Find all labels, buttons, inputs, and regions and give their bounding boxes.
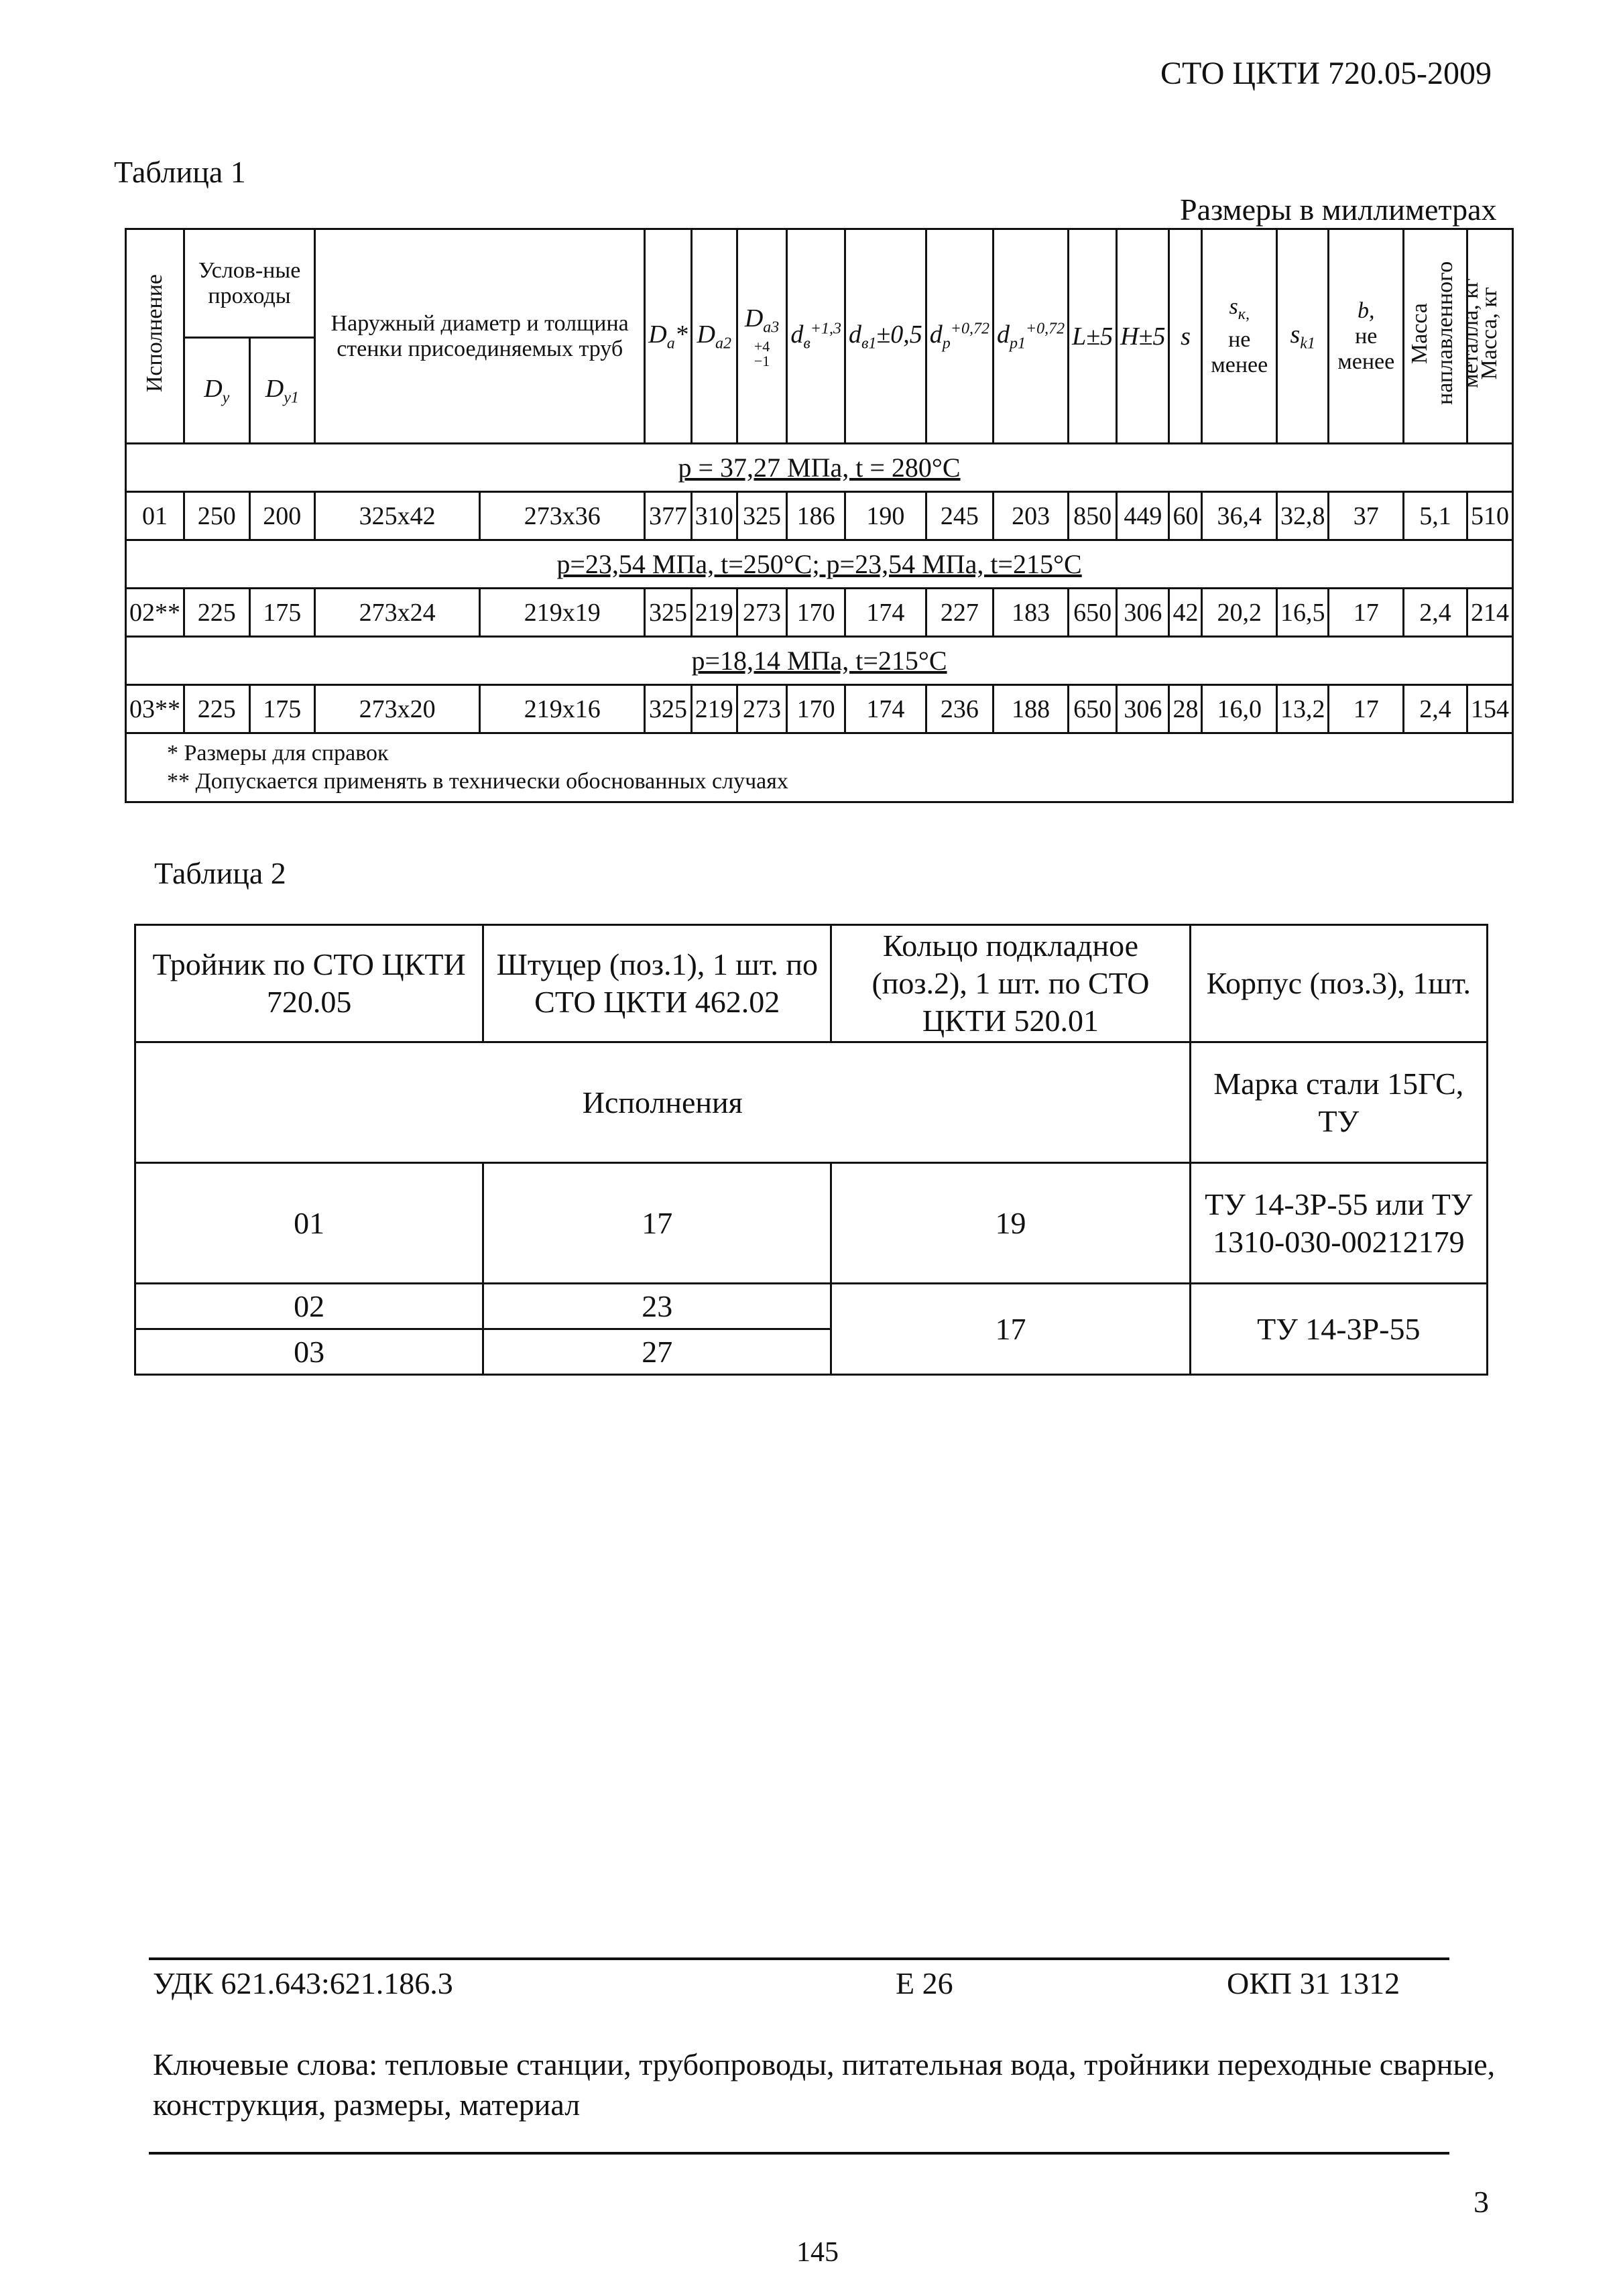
cell-l: 650 xyxy=(1069,589,1117,637)
cell-tee: 01 xyxy=(135,1163,483,1284)
cell-b: 37 xyxy=(1329,492,1403,540)
header-b: b, не менее xyxy=(1329,229,1403,444)
cell-h: 449 xyxy=(1117,492,1169,540)
cell-pipe1: 273x24 xyxy=(315,589,480,637)
table1-notes xyxy=(126,733,1513,802)
cell-dy1: 200 xyxy=(249,492,315,540)
header-da: $D_a*$ xyxy=(645,229,691,444)
cell-dy1: 175 xyxy=(249,589,315,637)
cell-dy: 250 xyxy=(184,492,250,540)
table-row xyxy=(126,685,1513,733)
header-tee: Тройник по СТО ЦКТИ 720.05 xyxy=(135,925,483,1042)
cell-sk: 20,2 xyxy=(1202,589,1276,637)
cell-sk1: 32,8 xyxy=(1276,492,1329,540)
cell-da3: 273 xyxy=(737,589,787,637)
cell-dv1: 174 xyxy=(845,589,926,637)
page-number: 3 xyxy=(1474,2185,1489,2219)
cell-b: 17 xyxy=(1329,685,1403,733)
cell-dp: 227 xyxy=(926,589,993,637)
cell-dp1: 188 xyxy=(993,685,1068,733)
cell-sk1: 13,2 xyxy=(1276,685,1329,733)
footer-bottom-rule xyxy=(149,2152,1449,2155)
cell-dp: 245 xyxy=(926,492,993,540)
header-body: Корпус (поз.3), 1шт. xyxy=(1190,925,1487,1042)
cell-fitting: 23 xyxy=(483,1284,831,1329)
cell-pipe1: 273x20 xyxy=(315,685,480,733)
header-dp: $d_p^{+0,72}$ xyxy=(926,229,993,444)
note-allowed: ** Допускается применять в технически обоснованных случаях xyxy=(167,769,788,794)
cell-dv: 170 xyxy=(787,685,845,733)
cell-dy: 225 xyxy=(184,589,250,637)
cell-dp1: 203 xyxy=(993,492,1068,540)
cell-body: ТУ 14-3Р-55 или ТУ 1310-030-00212179 xyxy=(1190,1163,1487,1284)
cell-execution: 01 xyxy=(126,492,184,540)
header-nominal-bores: Услов-ные проходы xyxy=(184,229,315,338)
cell-dv1: 174 xyxy=(845,685,926,733)
cell-dp: 236 xyxy=(926,685,993,733)
cell-pipe2: 219x16 xyxy=(480,685,645,733)
cell-sk: 36,4 xyxy=(1202,492,1276,540)
cell-tee: 02 xyxy=(135,1284,483,1329)
document-code: СТО ЦКТИ 720.05-2009 xyxy=(1160,56,1492,91)
table-row xyxy=(135,1284,1488,1329)
cell-h: 306 xyxy=(1117,589,1169,637)
cell-dy1: 175 xyxy=(249,685,315,733)
cell-da3: 273 xyxy=(737,685,787,733)
cell-execution: 02** xyxy=(126,589,184,637)
dimensions-table xyxy=(125,228,1514,803)
cell-ring: 19 xyxy=(831,1163,1190,1284)
header-s: s xyxy=(1169,229,1202,444)
header-sk: $s_{к,}$ не менее xyxy=(1202,229,1276,444)
cell-da3: 325 xyxy=(737,492,787,540)
table1-caption: Таблица 1 xyxy=(114,155,246,189)
header-da2: $D_{a2}$ xyxy=(691,229,737,444)
cell-dp1: 183 xyxy=(993,589,1068,637)
header-weld-mass: Масса наплавленного металла, кг xyxy=(1403,229,1467,444)
header-dv: $d_в^{+1,3}$ xyxy=(787,229,845,444)
cell-b: 17 xyxy=(1329,589,1403,637)
header-l: L±5 xyxy=(1069,229,1117,444)
cell-s: 28 xyxy=(1169,685,1202,733)
cell-dv: 170 xyxy=(787,589,845,637)
cell-tee: 03 xyxy=(135,1329,483,1375)
cell-ring-shared: 17 xyxy=(831,1284,1190,1375)
materials-table xyxy=(134,924,1488,1376)
udk-code: УДК 621.643:621.186.3 xyxy=(153,1966,453,2000)
table2-caption: Таблица 2 xyxy=(154,856,286,890)
cell-weld-mass: 2,4 xyxy=(1403,589,1467,637)
header-dv1: $d_{в1}\pm 0,5$ xyxy=(845,229,926,444)
cell-sk1: 16,5 xyxy=(1276,589,1329,637)
cell-mass: 154 xyxy=(1467,685,1512,733)
header-da3: $D_{a3}+4$ −1 xyxy=(737,229,787,444)
header-dp1: $d_{p1}^{+0,72}$ xyxy=(993,229,1068,444)
pressure-row: p = 37,27 МПа, t = 280°C xyxy=(126,444,1513,492)
cell-dv: 186 xyxy=(787,492,845,540)
cell-da: 325 xyxy=(645,589,691,637)
cell-l: 650 xyxy=(1069,685,1117,733)
header-execution: Исполнение xyxy=(126,229,184,444)
header-dy: $D_y$ xyxy=(184,338,250,444)
header-ring: Кольцо подкладное (поз.2), 1 шт. по СТО ЦКТИ 520.01 xyxy=(831,925,1190,1042)
cell-s: 60 xyxy=(1169,492,1202,540)
cell-da: 377 xyxy=(645,492,691,540)
cell-pipe2: 273x36 xyxy=(480,492,645,540)
header-mass: Масса, кг xyxy=(1467,229,1512,444)
cell-mass: 214 xyxy=(1467,589,1512,637)
keywords: Ключевые слова: тепловые станции, трубопроводы, питательная вода, тройники переходные сварные, конструкция, размеры, материал xyxy=(153,2047,1496,2122)
cell-l: 850 xyxy=(1069,492,1117,540)
sheet-number: 145 xyxy=(796,2237,839,2268)
cell-dv1: 190 xyxy=(845,492,926,540)
cell-da2: 219 xyxy=(691,589,737,637)
cell-dy: 225 xyxy=(184,685,250,733)
cell-execution: 03** xyxy=(126,685,184,733)
cell-fitting: 27 xyxy=(483,1329,831,1375)
cell-pipe2: 219x19 xyxy=(480,589,645,637)
header-steel: Марка стали 15ГС, ТУ xyxy=(1190,1042,1487,1163)
header-h: H±5 xyxy=(1117,229,1169,444)
cell-weld-mass: 2,4 xyxy=(1403,685,1467,733)
header-sk1: $s_{k1}$ xyxy=(1276,229,1329,444)
cell-pipe1: 325x42 xyxy=(315,492,480,540)
cell-da2: 310 xyxy=(691,492,737,540)
cell-h: 306 xyxy=(1117,685,1169,733)
header-executions: Исполнения xyxy=(135,1042,1191,1163)
table1-units: Размеры в миллиметрах xyxy=(1180,192,1497,227)
cell-mass: 510 xyxy=(1467,492,1512,540)
header-dy1: $D_{y1}$ xyxy=(249,338,315,444)
cell-fitting: 17 xyxy=(483,1163,831,1284)
footer-top-rule xyxy=(149,1957,1449,1960)
pressure-row: p=18,14 МПа, t=215°C xyxy=(126,637,1513,685)
cell-da2: 219 xyxy=(691,685,737,733)
cell-s: 42 xyxy=(1169,589,1202,637)
pressure-row: p=23,54 МПа, t=250°C; p=23,54 МПа, t=215°C xyxy=(126,540,1513,589)
cell-da: 325 xyxy=(645,685,691,733)
okp-code: ОКП 31 1312 xyxy=(1227,1966,1400,2000)
e-code: Е 26 xyxy=(896,1966,953,2000)
note-reference: * Размеры для справок xyxy=(167,741,389,766)
cell-body-shared: ТУ 14-3Р-55 xyxy=(1190,1284,1487,1375)
table-row xyxy=(135,1163,1488,1284)
table-row xyxy=(126,589,1513,637)
cell-sk: 16,0 xyxy=(1202,685,1276,733)
cell-weld-mass: 5,1 xyxy=(1403,492,1467,540)
header-outer-diameter: Наружный диаметр и толщина стенки присоединяемых труб xyxy=(315,229,645,444)
table-row xyxy=(126,492,1513,540)
header-fitting: Штуцер (поз.1), 1 шт. по СТО ЦКТИ 462.02 xyxy=(483,925,831,1042)
